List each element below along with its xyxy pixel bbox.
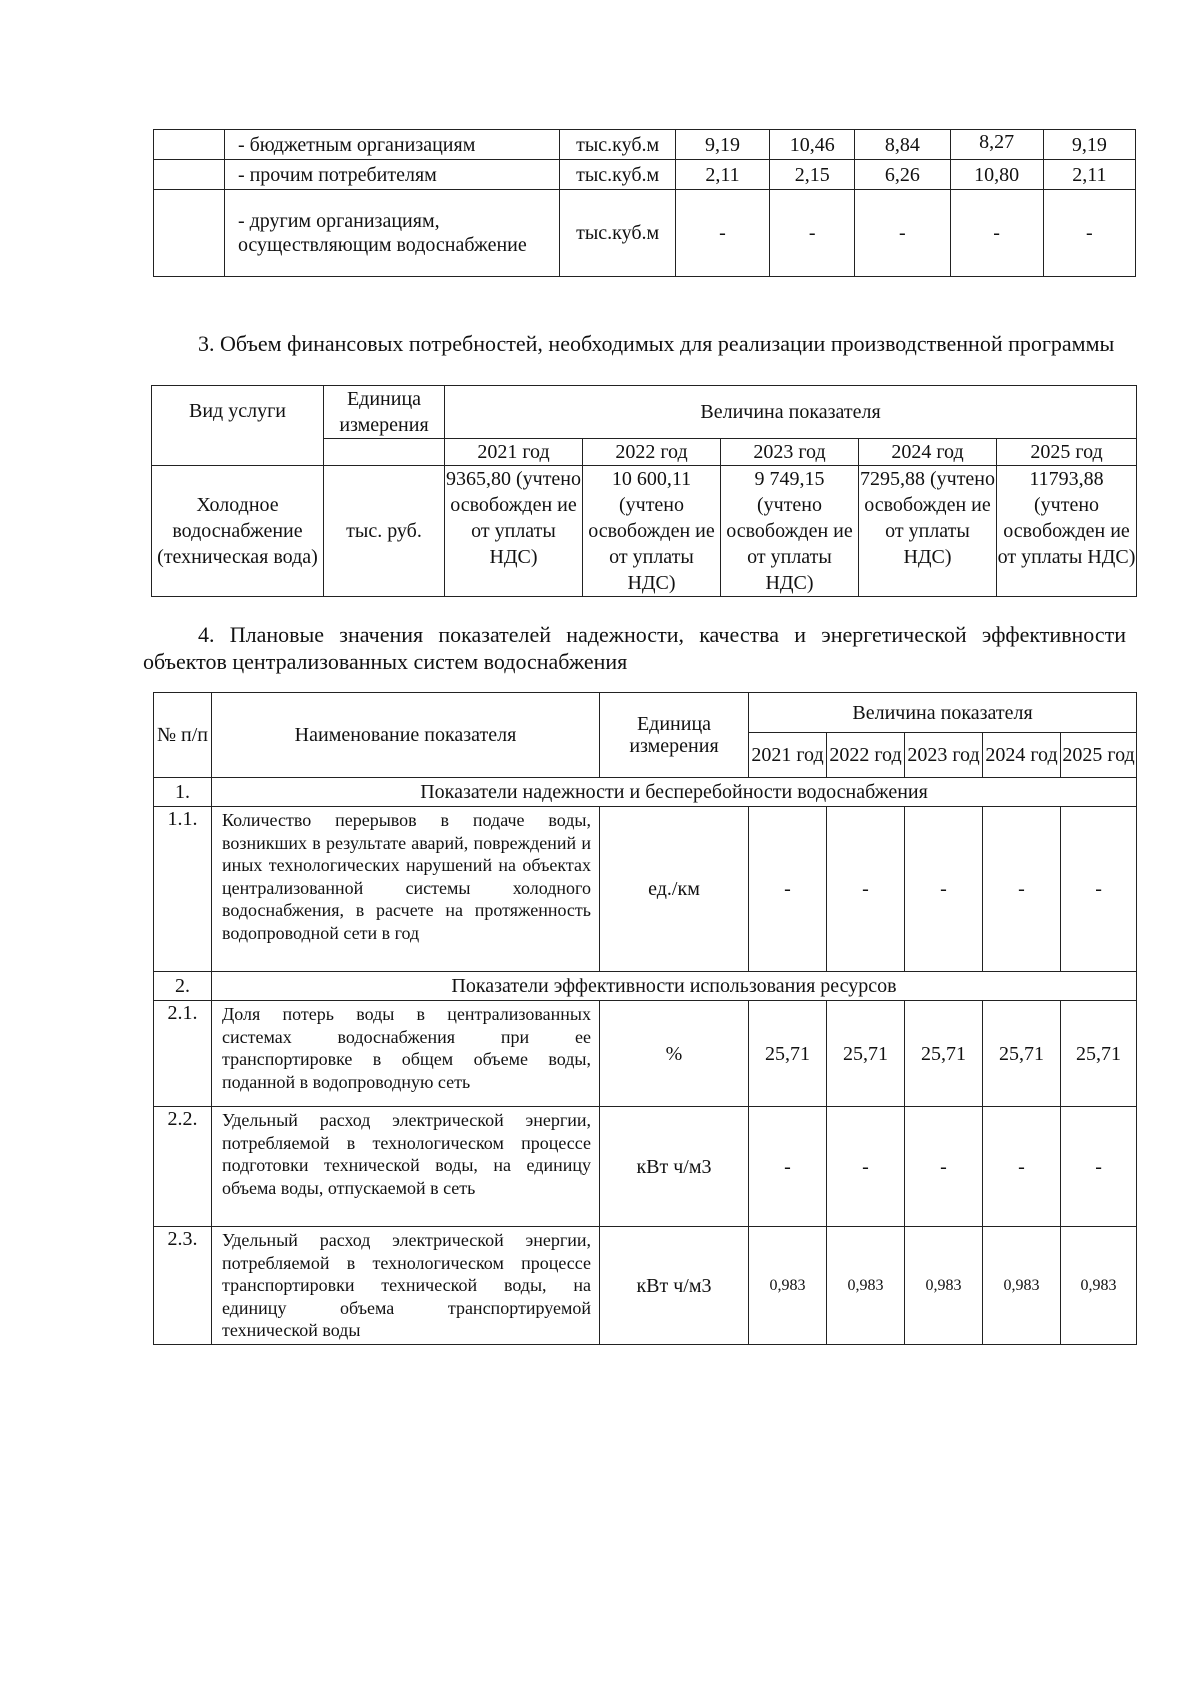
value-cell: 11793,88 (учтено освобожден ие от уплаты НДС) [997, 466, 1137, 597]
year-header: 2023 год [721, 439, 859, 466]
value-cell: 25,71 [983, 1001, 1061, 1107]
indicator-unit: % [600, 1001, 749, 1107]
value-cell: 25,71 [827, 1001, 905, 1107]
row-number: 2.2. [154, 1107, 212, 1227]
indicator-unit: кВт ч/м3 [600, 1227, 749, 1345]
column-header: Величина показателя [445, 386, 1137, 439]
value-cell: 0,983 [983, 1227, 1061, 1345]
value-cell: - [770, 190, 855, 277]
row-unit: тыс.куб.м [560, 190, 676, 277]
value-cell: 10,80 [950, 160, 1043, 190]
value-cell: - [950, 190, 1043, 277]
value-cell: 0,983 [827, 1227, 905, 1345]
column-header: Единица измерения [600, 693, 749, 778]
year-header: 2022 год [583, 439, 721, 466]
table-row [154, 130, 1136, 160]
column-header: Вид услуги [152, 386, 324, 466]
table-cell [154, 190, 225, 277]
year-header: 2021 год [749, 733, 827, 778]
table-cell [324, 439, 445, 466]
value-cell: 10 600,11 (учтено освобожден ие от уплаты НДС) [583, 466, 721, 597]
column-header: № п/п [154, 693, 212, 778]
value-cell: 9 749,15 (учтено освобожден ие от уплаты НДС) [721, 466, 859, 597]
value-cell: 6,26 [855, 160, 950, 190]
table-row [154, 807, 1137, 972]
value-cell: - [983, 807, 1061, 972]
row-number: 1.1. [154, 807, 212, 972]
indicator-name: Количество перерывов в подаче воды, возникших в результате аварий, повреждений и иных технологических нарушений на объектах централизованной системы холодного водоснабжения, в расчете на протяженность водопроводной сети в год [212, 807, 600, 972]
section-heading: 4. Плановые значения показателей надежности, качества и энергетической эффективности объектов централизованных систем водоснабжения [143, 622, 1126, 674]
section-title: Показатели эффективности использования ресурсов [212, 972, 1137, 1001]
indicator-unit: ед./км [600, 807, 749, 972]
column-header: Величина показателя [749, 693, 1137, 733]
value-cell: 2,11 [1043, 160, 1135, 190]
consumption-table [153, 129, 1136, 277]
table-cell [154, 130, 225, 160]
row-unit: тыс.куб.м [560, 130, 676, 160]
table-row [152, 466, 1137, 597]
value-cell: 25,71 [905, 1001, 983, 1107]
value-cell: - [749, 807, 827, 972]
value-cell: - [1043, 190, 1135, 277]
value-cell: 9,19 [1043, 130, 1135, 160]
year-header: 2024 год [859, 439, 997, 466]
value-cell: 8,27 [950, 130, 1043, 160]
value-cell: 9,19 [675, 130, 769, 160]
value-cell: 0,983 [1061, 1227, 1137, 1345]
indicators-table [153, 692, 1137, 1345]
table-row [154, 1227, 1137, 1345]
table-row [154, 190, 1136, 277]
section-row [154, 972, 1137, 1001]
table-row [154, 1107, 1137, 1227]
value-cell: 2,11 [675, 160, 769, 190]
row-name: - другим организациям, осуществляющим водоснабжение [224, 190, 559, 277]
value-cell: 25,71 [749, 1001, 827, 1107]
indicator-name: Доля потерь воды в централизованных системах водоснабжения при ее транспортировке в общем объеме воды, поданной в водопроводную сеть [212, 1001, 600, 1107]
indicator-name: Удельный расход электрической энергии, потребляемой в технологическом процессе транспортировки технической воды, на единицу объема транспортируемой технической воды [212, 1227, 600, 1345]
value-cell: - [1061, 807, 1137, 972]
section-number: 1. [154, 778, 212, 807]
value-cell: - [855, 190, 950, 277]
value-cell: - [749, 1107, 827, 1227]
table-header-row [154, 693, 1137, 733]
value-cell: - [827, 807, 905, 972]
row-number: 2.1. [154, 1001, 212, 1107]
row-number: 2.3. [154, 1227, 212, 1345]
value-cell: 9365,80 (учтено освобожден ие от уплаты НДС) [445, 466, 583, 597]
value-cell: - [905, 807, 983, 972]
table-row [154, 1001, 1137, 1107]
financial-needs-table [151, 385, 1137, 597]
value-cell: 10,46 [770, 130, 855, 160]
column-header: Наименование показателя [212, 693, 600, 778]
row-name: - бюджетным организациям [224, 130, 559, 160]
year-header: 2024 год [983, 733, 1061, 778]
row-name: - прочим потребителям [224, 160, 559, 190]
section-number: 2. [154, 972, 212, 1001]
value-cell: 2,15 [770, 160, 855, 190]
table-row [154, 160, 1136, 190]
column-header: Единица измерения [324, 386, 445, 439]
service-name: Холодное водоснабжение (техническая вода) [152, 466, 324, 597]
indicator-unit: кВт ч/м3 [600, 1107, 749, 1227]
section-title: Показатели надежности и бесперебойности водоснабжения [212, 778, 1137, 807]
service-unit: тыс. руб. [324, 466, 445, 597]
value-cell: 0,983 [905, 1227, 983, 1345]
value-cell: 7295,88 (учтено освобожден ие от уплаты НДС) [859, 466, 997, 597]
value-cell: 8,84 [855, 130, 950, 160]
section-heading: 3. Объем финансовых потребностей, необходимых для реализации производственной программы [198, 331, 1115, 356]
value-cell: 0,983 [749, 1227, 827, 1345]
row-unit: тыс.куб.м [560, 160, 676, 190]
value-cell: - [1061, 1107, 1137, 1227]
year-header: 2022 год [827, 733, 905, 778]
value-cell: - [827, 1107, 905, 1227]
value-cell: - [905, 1107, 983, 1227]
value-cell: - [983, 1107, 1061, 1227]
value-cell: 25,71 [1061, 1001, 1137, 1107]
table-cell [154, 160, 225, 190]
section-row [154, 778, 1137, 807]
year-header: 2021 год [445, 439, 583, 466]
table-header-row [152, 386, 1137, 439]
year-header: 2023 год [905, 733, 983, 778]
year-header: 2025 год [1061, 733, 1137, 778]
value-cell: - [675, 190, 769, 277]
year-header: 2025 год [997, 439, 1137, 466]
indicator-name: Удельный расход электрической энергии, потребляемой в технологическом процессе подготовки технической воды, на единицу объема воды, отпускаемой в сеть [212, 1107, 600, 1227]
